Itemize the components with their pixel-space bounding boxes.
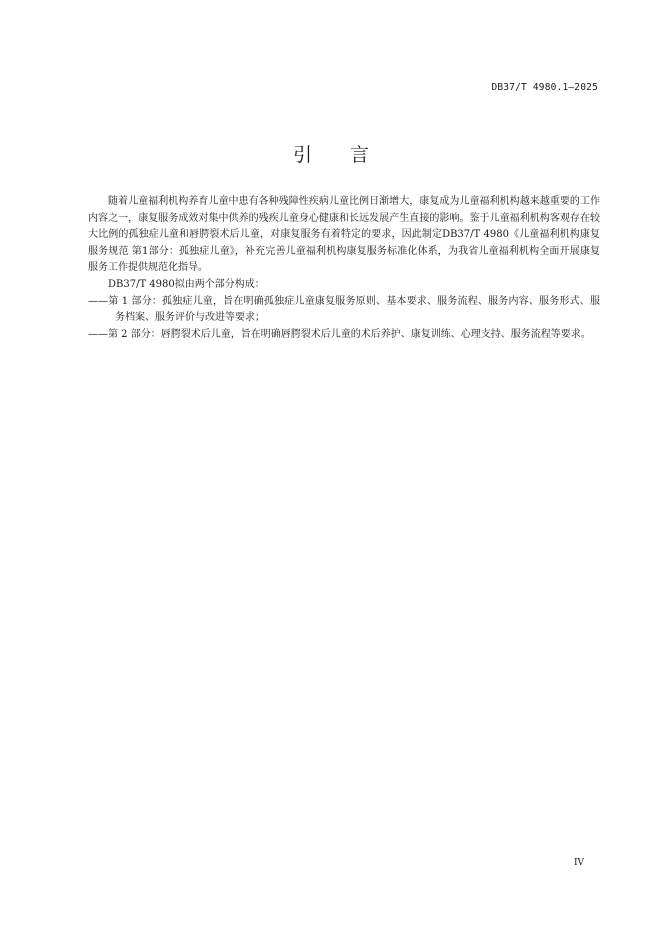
part-list-item-2: ——第 2 部分：唇腭裂术后儿童，旨在明确唇腭裂术后儿童的术后养护、康复训练、心理支持、服务流程等要求。 [88, 328, 591, 340]
part-list-item-1: ——第 1 部分：孤独症儿童，旨在明确孤独症儿童康复服务原则、基本要求、服务流程、服务内容、服务形式、服务档案、服务评价与改进等要求； [88, 295, 600, 324]
page-title [0, 140, 662, 167]
intro-paragraph-2: DB37/T 4980拟由两个部分构成： [108, 278, 265, 290]
title-char-1: 引 [292, 144, 312, 166]
title-char-2: 言 [350, 144, 370, 166]
document-code-header: DB37/T 4980.1—2025 [491, 82, 598, 93]
intro-paragraph-1: 随着儿童福利机构养育儿童中患有各种残障性疾病儿童比例日渐增大，康复成为儿童福利机构越来越重要的工作内容之一，康复服务成效对集中供养的残疾儿童身心健康和长远发展产生直接的影响。鉴于儿童福利机构客观存在较大比例的孤独症儿童和唇腭裂术后儿童，对康复服务有着特定的要求，因此制定DB37/T 4980《儿童福利机构康复服务规范 第1部分：孤独症儿童》，补充完善儿童福利机构康复服务标准化体系，为我省儿童福利机构全面开展康复服务工作提供规范化指导。 [88, 196, 600, 274]
introduction-body [88, 194, 600, 343]
page-number: IV [573, 858, 584, 868]
